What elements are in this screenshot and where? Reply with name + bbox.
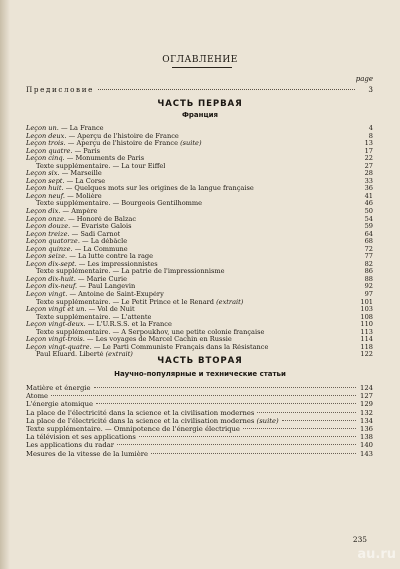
entry-text xyxy=(26,261,158,269)
part2-title: ЧАСТЬ ВТОРАЯ xyxy=(157,356,243,366)
toc-entry xyxy=(26,392,373,400)
entry-text xyxy=(36,268,225,276)
entry-text xyxy=(26,140,202,148)
lesson-label: Leçon un. xyxy=(26,125,59,132)
entry-title: — Antoine de Saint-Exupéry xyxy=(67,291,164,299)
entry-title: Texte supplémentaire. — L'attente xyxy=(36,313,152,321)
entry-page: 33 xyxy=(364,177,373,185)
entry-page: 103 xyxy=(360,306,373,314)
entry-title: — Sadi Carnot xyxy=(69,230,121,238)
entry-title: — Paris xyxy=(72,147,101,155)
entry-text xyxy=(26,238,127,246)
entry-title: Les applications du radar xyxy=(26,441,115,450)
entry-page: 134 xyxy=(360,416,373,425)
lesson-label: Leçon dix-huit. xyxy=(26,275,76,283)
lesson-label: Leçon dix-sept. xyxy=(26,260,77,268)
toc-entry xyxy=(26,400,373,408)
entry-title: Texte supplémentaire. — La tour Eiffel xyxy=(36,162,166,170)
entry-title: — Honoré de Balzac xyxy=(65,215,137,223)
toc-entry xyxy=(26,253,373,261)
entry-page: 59 xyxy=(364,223,373,231)
entry-page: 8 xyxy=(368,132,373,140)
entry-title: — Quelques mots sur les origines de la langue française xyxy=(63,185,254,193)
entry-text xyxy=(26,208,97,216)
lesson-label: Leçon seize. xyxy=(26,253,68,261)
entry-text xyxy=(26,392,48,400)
entry-text xyxy=(26,170,102,178)
lesson-label: Leçon vingt-deux. xyxy=(26,321,86,329)
entry-page: 127 xyxy=(360,392,373,401)
toc-entry xyxy=(26,409,373,417)
toc-entry xyxy=(26,223,373,231)
toc-entry xyxy=(26,329,373,337)
entry-title: La télévision et ses applications xyxy=(26,433,136,442)
toc-entry xyxy=(26,336,373,344)
part2-toc-list xyxy=(26,384,373,458)
lesson-label: Leçon trois. xyxy=(26,140,66,148)
entry-page: 13 xyxy=(364,140,373,148)
entry-page: 97 xyxy=(364,291,373,299)
preface-label: Предисловие xyxy=(26,85,94,94)
entry-title: La place de l'électricité dans la science et la civilisation modernes xyxy=(26,408,255,417)
entry-page: 50 xyxy=(364,208,373,216)
toc-entry xyxy=(26,321,373,329)
entry-page: 118 xyxy=(360,343,373,351)
entry-page: 27 xyxy=(364,162,373,170)
entry-title: — La Corse xyxy=(64,177,106,185)
entry-page: 122 xyxy=(360,351,373,359)
entry-page: 110 xyxy=(360,321,373,329)
dot-leader xyxy=(117,444,356,445)
toc-entry xyxy=(26,276,373,284)
toc-entry xyxy=(26,268,373,276)
toc-entry xyxy=(26,246,373,254)
entry-text xyxy=(26,185,254,193)
entry-note: (suite) xyxy=(256,416,279,425)
entry-page: 140 xyxy=(360,441,373,450)
entry-title: — La débâcle xyxy=(79,238,128,246)
lesson-label: Leçon six. xyxy=(26,170,60,178)
toc-entry xyxy=(26,125,373,133)
entry-text xyxy=(26,441,114,449)
toc-entry xyxy=(26,208,373,216)
toc-entry xyxy=(26,261,373,269)
entry-page: 143 xyxy=(360,449,373,458)
entry-page: 68 xyxy=(364,238,373,246)
toc-entry xyxy=(26,384,373,392)
entry-page: 88 xyxy=(364,275,373,283)
toc-entry xyxy=(26,216,373,224)
entry-title: Texte supplémentaire. — La patrie de l'impressionnisme xyxy=(36,268,225,276)
entry-title: Texte supplémentaire. — Bourgeois Gentilhomme xyxy=(36,200,203,208)
entry-text xyxy=(26,336,232,344)
dot-leader xyxy=(282,420,356,421)
entry-title: Mesures de la vitesse de la lumière xyxy=(26,449,148,458)
entry-title: — Les voyages de Marcel Cachin en Russie xyxy=(84,336,232,344)
lesson-label: Leçon sept. xyxy=(26,177,65,185)
preface-page: 3 xyxy=(368,85,373,94)
dot-leader xyxy=(51,395,356,396)
entry-page: 113 xyxy=(360,328,373,336)
entry-text xyxy=(26,133,179,141)
entry-text xyxy=(26,409,254,417)
entry-text xyxy=(26,384,91,392)
entry-text xyxy=(26,321,172,329)
entry-title: — Vol de Nuit xyxy=(86,306,135,314)
entry-text xyxy=(26,193,102,201)
title-underline xyxy=(172,67,232,68)
entry-page: 77 xyxy=(364,253,373,261)
entry-title: — La lutte contre la rage xyxy=(67,253,154,261)
lesson-label: Leçon quatre. xyxy=(26,147,73,155)
toc-entry xyxy=(26,299,373,307)
entry-title: — Aperçu de l'histoire de France xyxy=(66,132,179,140)
entry-text xyxy=(26,223,132,231)
entry-title: L'énergie atomique xyxy=(26,400,94,409)
entry-title: Matière et énergie xyxy=(26,384,91,392)
part2-subtitle: Научно-популярные и технические статьи xyxy=(114,370,286,378)
toc-entry xyxy=(26,200,373,208)
entry-title: — Marseille xyxy=(59,170,102,178)
entry-title: Paul Eluard. Liberté xyxy=(36,351,106,359)
entry-title: — Marie Curie xyxy=(75,275,127,283)
toc-entry xyxy=(26,193,373,201)
entry-title: — Monuments de Paris xyxy=(64,155,145,163)
entry-page: 17 xyxy=(364,147,373,155)
dot-leader xyxy=(257,412,356,413)
entry-text xyxy=(26,433,136,441)
entry-title: — Paul Langevin xyxy=(77,283,136,291)
part1-title: ЧАСТЬ ПЕРВАЯ xyxy=(157,99,243,109)
entry-page: 28 xyxy=(364,170,373,178)
preface-entry xyxy=(26,85,373,94)
entry-page: 101 xyxy=(360,298,373,306)
entry-text xyxy=(36,163,165,171)
entry-title: Texte supplémentaire. — A Serpoukhov, une petite colonie française xyxy=(36,328,265,336)
entry-text xyxy=(26,253,153,261)
entry-page: 138 xyxy=(360,433,373,442)
lesson-label: Leçon neuf. xyxy=(26,192,65,200)
lesson-label: Leçon quatorze. xyxy=(26,238,80,246)
toc-entry xyxy=(26,185,373,193)
entry-page: 108 xyxy=(360,313,373,321)
dot-leader xyxy=(96,403,356,404)
lesson-label: Leçon treize. xyxy=(26,230,70,238)
toc-entry xyxy=(26,450,373,458)
lesson-label: Leçon huit. xyxy=(26,185,64,193)
watermark: au.ru xyxy=(357,547,396,562)
entry-text xyxy=(26,400,93,408)
toc-entry xyxy=(26,163,373,171)
entry-text xyxy=(36,314,151,322)
entry-text xyxy=(26,306,135,314)
toc-entry xyxy=(26,178,373,186)
toc-entry xyxy=(26,133,373,141)
entry-text xyxy=(26,283,135,291)
entry-text xyxy=(36,329,264,337)
entry-text xyxy=(36,299,243,307)
entry-text xyxy=(26,148,100,156)
toc-entry xyxy=(26,140,373,148)
toc-entry xyxy=(26,433,373,441)
page-number: 235 xyxy=(352,535,367,544)
entry-page: 92 xyxy=(364,283,373,291)
dot-leader xyxy=(139,436,356,437)
entry-title: — Molière xyxy=(64,192,102,200)
toc-entry xyxy=(26,148,373,156)
entry-page: 86 xyxy=(364,268,373,276)
lesson-label: Leçon dix-neuf. xyxy=(26,283,78,291)
lesson-label: Leçon vingt et un. xyxy=(26,306,87,314)
toc-entry xyxy=(26,291,373,299)
toc-entry xyxy=(26,417,373,425)
entry-page: 22 xyxy=(364,155,373,163)
entry-title: Texte supplémentaire. — Omnipotence de l'énergie électrique xyxy=(26,424,240,433)
entry-note: (extrait) xyxy=(105,351,133,359)
entry-title: La place de l'électricité dans la science et la civilisation modernes xyxy=(26,416,257,425)
entry-page: 124 xyxy=(360,384,373,392)
entry-page: 64 xyxy=(364,230,373,238)
entry-title: — Ampère xyxy=(60,208,98,216)
lesson-label: Leçon douze. xyxy=(26,223,71,231)
toc-entry xyxy=(26,314,373,322)
entry-text xyxy=(26,216,136,224)
entry-text xyxy=(26,425,240,433)
entry-text xyxy=(26,155,144,163)
page-title: ОГЛАВЛЕНИЕ xyxy=(162,55,238,65)
entry-text xyxy=(26,276,127,284)
entry-page: 41 xyxy=(364,192,373,200)
entry-title: Atome xyxy=(26,392,49,401)
toc-entry xyxy=(26,283,373,291)
entry-title: — La France xyxy=(58,125,104,132)
entry-title: — Le Parti Communiste Français dans la Résistance xyxy=(91,343,269,351)
dot-leader xyxy=(243,428,356,429)
entry-text xyxy=(26,231,120,239)
entry-title: Texte supplémentaire. — Le Petit Prince et le Renard xyxy=(36,298,217,306)
entry-page: 4 xyxy=(368,125,373,132)
lesson-label: Leçon onze. xyxy=(26,215,66,223)
toc-entry xyxy=(26,306,373,314)
entry-title: — Evariste Galois xyxy=(70,223,132,231)
dot-leader xyxy=(98,89,355,90)
entry-text xyxy=(26,125,104,133)
entry-page: 54 xyxy=(364,215,373,223)
entry-title: — Les impressionnistes xyxy=(76,260,158,268)
dot-leader xyxy=(151,453,356,454)
lesson-label: Leçon dix. xyxy=(26,208,61,216)
entry-text xyxy=(26,291,164,299)
toc-entry xyxy=(26,425,373,433)
entry-text xyxy=(26,178,105,186)
toc-entry xyxy=(26,441,373,449)
entry-note: (extrait) xyxy=(216,298,244,306)
entry-page: 46 xyxy=(364,200,373,208)
toc-entry xyxy=(26,344,373,352)
lesson-label: Leçon vingt-quatre. xyxy=(26,343,92,351)
entry-page: 129 xyxy=(360,400,373,409)
lesson-label: Leçon vingt. xyxy=(26,291,68,299)
lesson-label: Leçon quinze. xyxy=(26,245,73,253)
entry-page: 72 xyxy=(364,245,373,253)
entry-title: — Aperçu de l'histoire de France xyxy=(65,140,181,148)
entry-page: 36 xyxy=(364,185,373,193)
part1-subtitle: Франция xyxy=(181,111,219,119)
entry-text xyxy=(36,200,202,208)
part1-toc-list xyxy=(26,125,373,359)
entry-note: (suite) xyxy=(180,140,202,148)
entry-text xyxy=(26,417,279,425)
entry-text xyxy=(26,246,128,254)
lesson-label: Leçon deux. xyxy=(26,132,67,140)
entry-title: — L'U.R.S.S. et la France xyxy=(85,321,172,329)
entry-title: — La Commune xyxy=(72,245,128,253)
entry-text xyxy=(26,450,148,458)
toc-entry xyxy=(26,231,373,239)
dot-leader xyxy=(94,387,356,388)
entry-page: 114 xyxy=(360,336,373,344)
entry-page: 136 xyxy=(360,424,373,433)
entry-page: 132 xyxy=(360,408,373,417)
toc-entry xyxy=(26,170,373,178)
entry-text xyxy=(26,344,268,352)
lesson-label: Leçon vingt-trois. xyxy=(26,336,85,344)
toc-entry xyxy=(26,238,373,246)
page-column-label: page xyxy=(355,75,373,83)
entry-page: 82 xyxy=(364,260,373,268)
lesson-label: Leçon cinq. xyxy=(26,155,65,163)
toc-entry xyxy=(26,155,373,163)
